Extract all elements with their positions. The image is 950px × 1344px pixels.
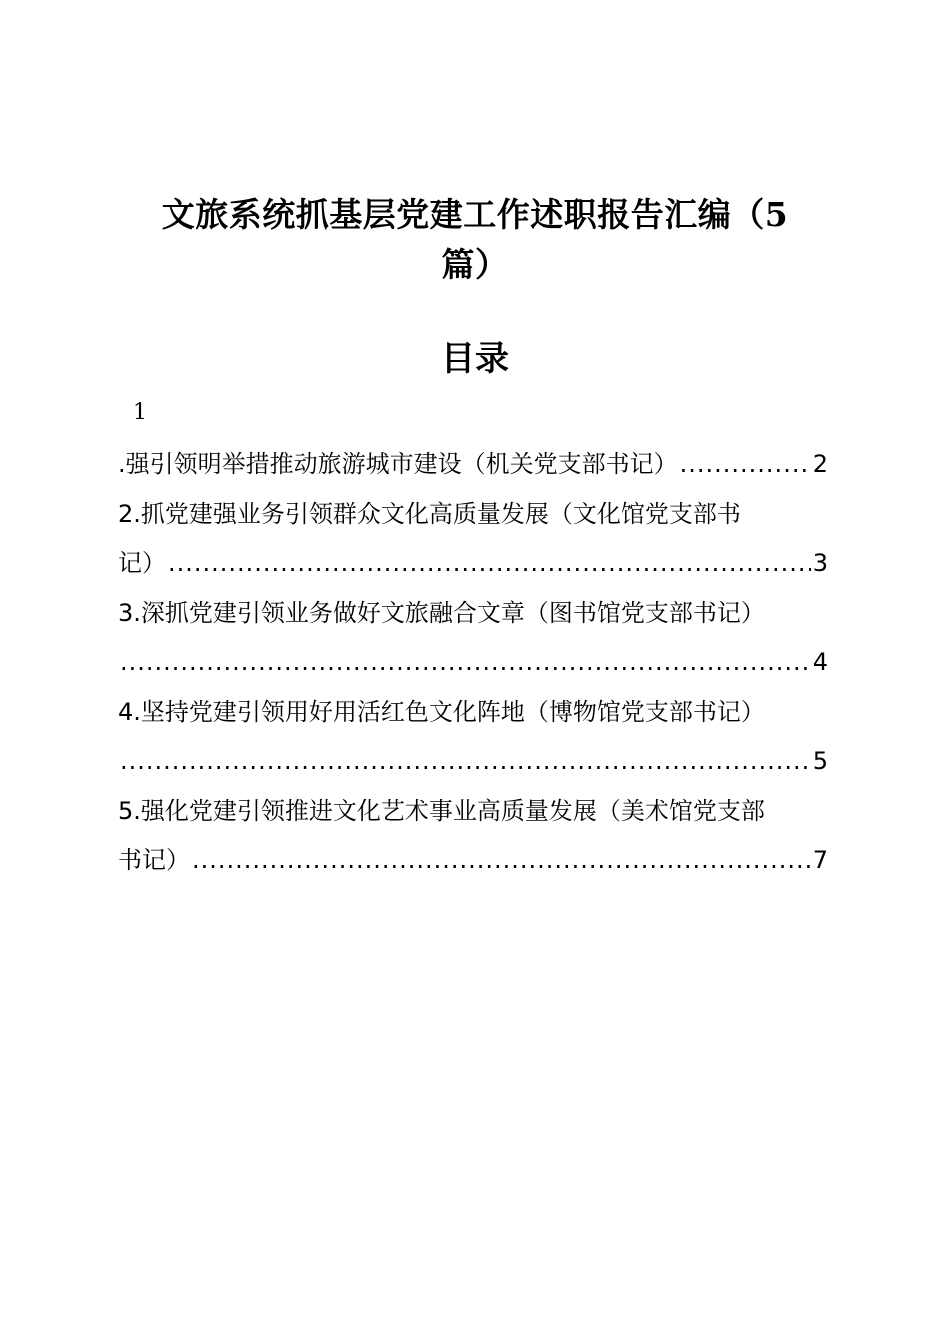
toc-heading: 目录: [441, 339, 509, 379]
toc-entry-2-title-cont: 记）: [118, 549, 166, 577]
toc-entry-1-leader: [680, 440, 811, 490]
stray-number: 1: [133, 400, 147, 425]
toc-entry-2-line-2[interactable]: [118, 539, 828, 589]
toc-entry-5-page: 7: [812, 846, 828, 874]
toc-entry-3-page: 4: [812, 648, 828, 676]
toc-entry-5-title-cont: 书记）: [118, 846, 190, 874]
toc-entry-3-leader: [120, 638, 811, 688]
toc-entry-1-title: .强引领明举措推动旅游城市建设（机关党支部书记）: [118, 450, 678, 478]
table-of-contents: [118, 440, 828, 886]
toc-entry-5-leader: [192, 836, 811, 886]
toc-entry-1[interactable]: [118, 440, 828, 490]
document-title: [120, 190, 830, 290]
toc-entry-4-page: 5: [812, 747, 828, 775]
document-title-line-2: 篇）: [441, 245, 509, 284]
toc-entry-3-line-2[interactable]: [118, 638, 828, 688]
toc-entry-4-leader: [120, 737, 811, 787]
document-title-line-1: 文旅系统抓基层党建工作述职报告汇编（5: [161, 195, 789, 234]
toc-entry-5-title: 5.强化党建引领推进文化艺术事业高质量发展（美术馆党支部: [118, 796, 765, 825]
toc-entry-2-line-1[interactable]: [118, 490, 828, 540]
toc-entry-2-leader: [168, 539, 811, 589]
toc-entry-5-line-1[interactable]: [118, 787, 828, 837]
toc-entry-2-page: 3: [812, 549, 828, 577]
toc-entry-5-line-2[interactable]: [118, 836, 828, 886]
toc-entry-3-line-1[interactable]: [118, 589, 828, 639]
toc-entry-2-title: 2.抓党建强业务引领群众文化高质量发展（文化馆党支部书: [118, 499, 741, 528]
toc-entry-1-page: 2: [812, 450, 828, 478]
toc-entry-3-title: 3.深抓党建引领业务做好文旅融合文章（图书馆党支部书记）: [118, 598, 765, 627]
toc-entry-4-line-1[interactable]: [118, 688, 828, 738]
toc-entry-4-title: 4.坚持党建引领用好用活红色文化阵地（博物馆党支部书记）: [118, 697, 765, 726]
toc-entry-4-line-2[interactable]: [118, 737, 828, 787]
